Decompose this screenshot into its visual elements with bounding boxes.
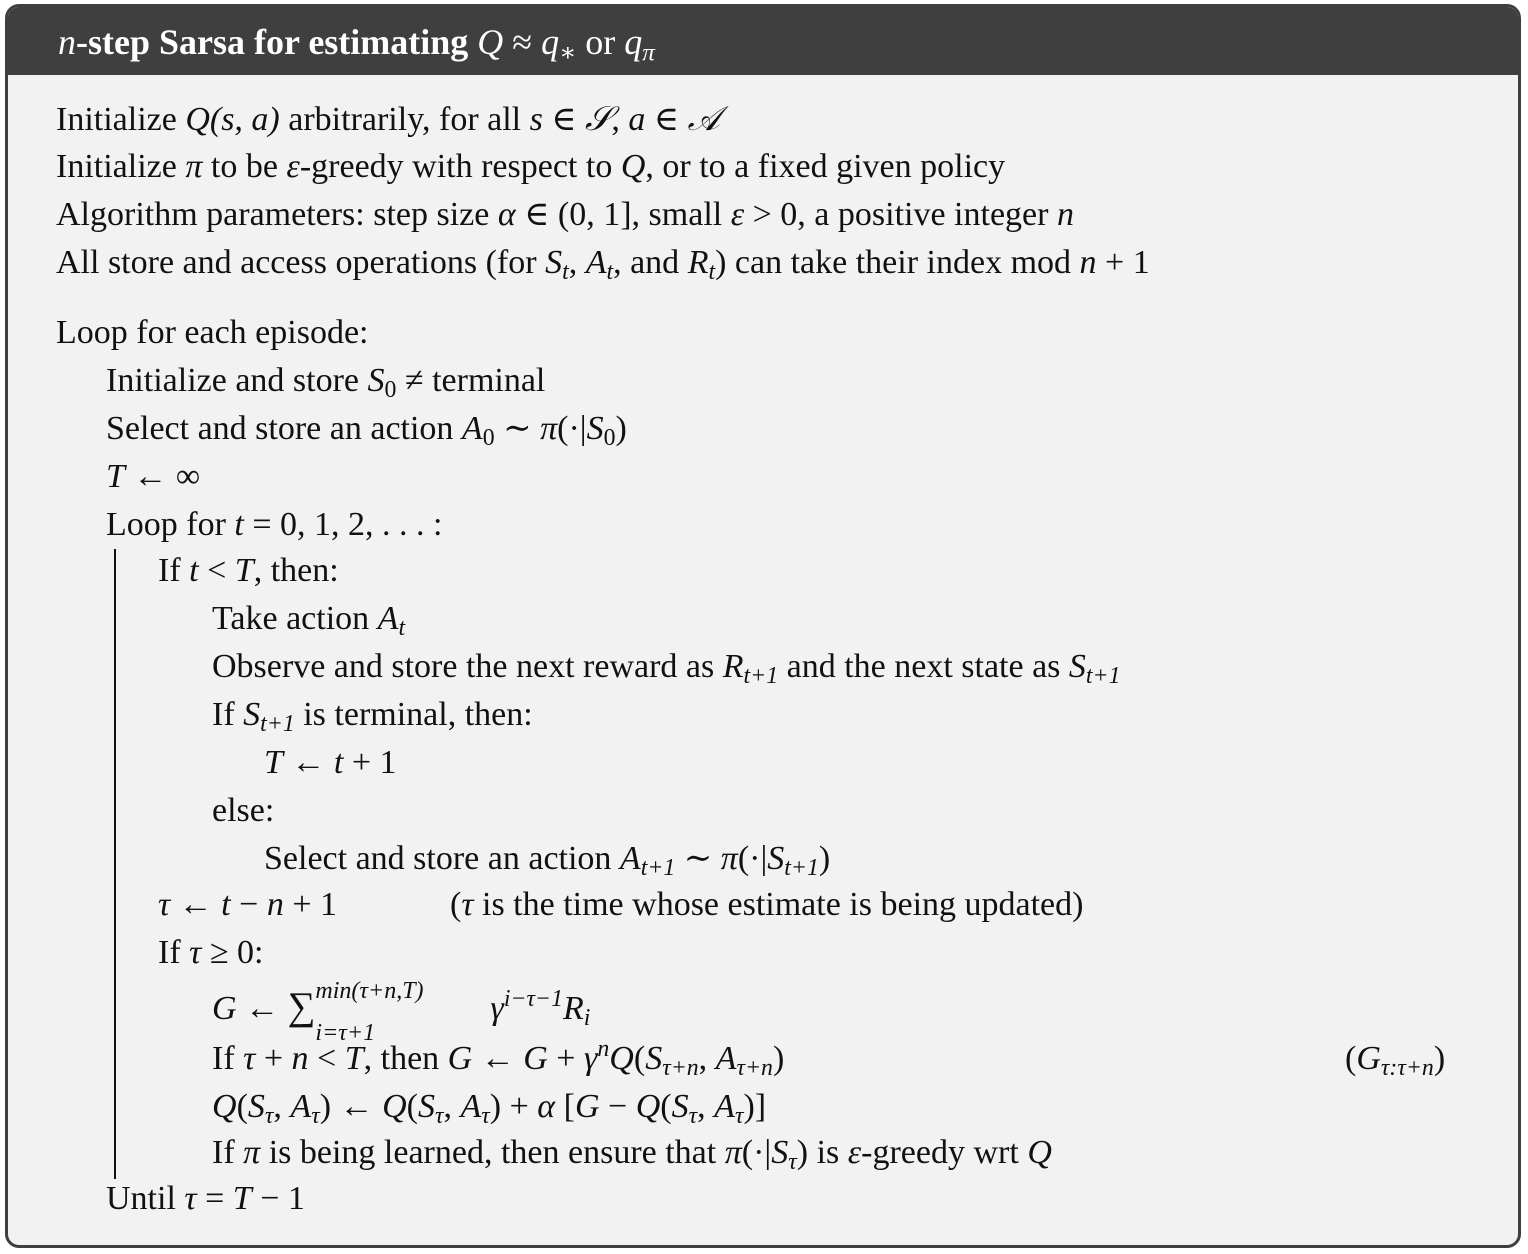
init-line-1: Initialize Q(s, a) arbitrarily, for all s ∈ 𝒮, a ∈ 𝒜: [56, 99, 720, 139]
sum-limits: min(τ+n,T) i=τ+1: [315, 978, 424, 1046]
loop-episode: Loop for each episode:: [56, 314, 369, 351]
title-star: ∗: [559, 39, 577, 67]
select-a-next: Select and store an action $A_{t+1}$ ∼ $\pi(\cdot|S_{t+1})$: [264, 840, 831, 881]
if-tau-n-lt-T: If τ + n < T, then G ← $G + \gamma^nQ(S_{\tau+n}$, $A_{\tau+n}$): [212, 1035, 785, 1081]
algorithm-title: [58, 21, 655, 67]
if-t-lt-T: If t < T, then:: [158, 552, 339, 589]
title-text: -step Sarsa for estimating: [76, 22, 478, 62]
algorithm-header: [8, 7, 1518, 75]
take-action: Take action $A_t$: [212, 600, 406, 641]
title-q: Q: [477, 22, 504, 62]
init-line-2: Initialize π to be ε-greedy with respect to Q, or to a fixed given policy: [56, 148, 1006, 185]
until: Until τ = T − 1: [106, 1180, 305, 1217]
observe-reward: Observe and store the next reward as $R_{t+1}$ and the next state as $S_{t+1}$: [212, 648, 1121, 689]
init-line-4: All store and access operations (for $S_t$, $A_t$, and $R_t$) can take their index mod n + 1: [56, 244, 1150, 285]
algorithm-box: [5, 4, 1521, 1248]
else: else:: [212, 792, 275, 829]
g-sum: G ← ∑ min(τ+n,T) i=τ+1 $\gamma^{i-\tau-1}R_i$: [212, 978, 591, 1046]
init-line-3: Algorithm parameters: step size α ∈ (0, 1], small ε > 0, a positive integer n: [56, 196, 1074, 233]
title-approx: ≈: [503, 22, 542, 62]
init-s0: Initialize and store $S_0$ ≠ terminal: [106, 362, 546, 403]
loop-vertical-bar: [114, 549, 116, 1179]
tau-update: τ ← t − n + 1: [158, 886, 337, 923]
title-qstar: q: [541, 22, 560, 62]
loop-t: Loop for t = 0, 1, 2, . . . :: [106, 506, 443, 543]
t-infinity: T ← ∞: [106, 458, 201, 495]
if-tau-ge-0: If τ ≥ 0:: [158, 934, 264, 971]
title-n: n: [58, 22, 76, 62]
title-or: or: [576, 22, 625, 62]
tau-note: (τ is the time whose estimate is being updated): [450, 886, 1084, 923]
ensure-greedy: If π is being learned, then ensure that $\pi(\cdot|S_\tau)$ is ε-greedy wrt Q: [212, 1134, 1052, 1175]
set-T: T ← t + 1: [264, 744, 397, 781]
sum-symbol: ∑: [287, 985, 316, 1028]
q-update: $Q(S_\tau$, $A_\tau$) ← $Q(S_\tau$, $A_\tau) + \alpha$ [$G - Q(S_\tau$, $A_\tau$)]: [212, 1088, 767, 1129]
title-pi: π: [642, 39, 655, 67]
g-annotation: $(G_{\tau:\tau+n})$: [1345, 1040, 1446, 1081]
select-a0: Select and store an action $A_0$ ∼ $\pi(\cdot|S_0)$: [106, 410, 627, 451]
title-qpi: q: [624, 22, 643, 62]
if-terminal: If $S_{t+1}$ is terminal, then:: [212, 696, 533, 737]
